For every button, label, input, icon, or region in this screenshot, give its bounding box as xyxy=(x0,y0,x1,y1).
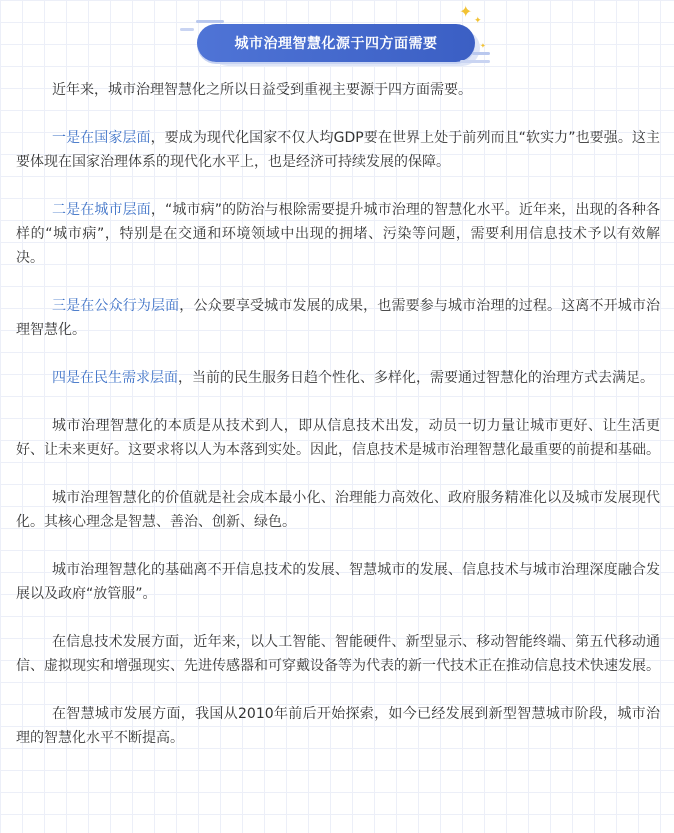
paragraph-text: 在信息技术发展方面，近年来，以人工智能、智能硬件、新型显示、移动智能终端、第五代移动通信、虚拟现实和增强现实、先进传感器和可穿戴设备等为代表的新一代技术正在推动信息技术快速发展。 xyxy=(16,634,660,674)
sparkle-icon: ✦ xyxy=(480,42,486,50)
sparkle-icon: ✦ xyxy=(459,2,473,21)
paragraph xyxy=(16,414,660,462)
paragraph-highlight: 一是在国家层面 xyxy=(52,130,151,146)
article-body xyxy=(16,78,660,750)
paragraph-text: 城市治理智慧化的本质是从技术到人，即从信息技术出发，动员一切力量让城市更好、让生活更好、让未来更好。这要求将以人为本落到实处。因此，信息技术是城市治理智慧化最重要的前提和基础。 xyxy=(16,418,660,458)
paragraph-highlight: 三是在公众行为层面 xyxy=(52,298,180,314)
decor-line xyxy=(180,28,194,31)
paragraph-highlight: 四是在民生需求层面 xyxy=(52,370,178,386)
paragraph-text: ，“城市病”的防治与根除需要提升城市治理的智慧化水平。近年来，出现的各种各样的“城市病”，特别是在交通和环境领域中出现的拥堵、污染等问题，需要利用信息技术予以有效解决。 xyxy=(16,202,661,266)
decor-line xyxy=(196,20,224,23)
paragraph-text: 在智慧城市发展方面，我国从2010年前后开始探索，如今已经发展到新型智慧城市阶段，城市治理的智慧化水平不断提高。 xyxy=(16,706,660,746)
paragraph xyxy=(16,294,660,342)
decor-line xyxy=(472,52,490,55)
paragraph xyxy=(16,558,660,606)
paragraph-text: ，要成为现代化国家不仅人均GDP要在世界上处于前列而且“软实力”也要强。这主要体现在国家治理体系的现代化水平上，也是经济可持续发展的保障。 xyxy=(16,130,661,170)
paragraph-highlight: 二是在城市层面 xyxy=(52,202,151,218)
paragraph xyxy=(16,486,660,534)
paragraph-text: ，公众要享受城市发展的成果，也需要参与城市治理的过程。这离不开城市治理智慧化。 xyxy=(16,298,661,338)
paragraph-text: 近年来，城市治理智慧化之所以日益受到重视主要源于四方面需要。 xyxy=(52,82,472,98)
paragraph xyxy=(16,126,660,174)
section-title: 城市治理智慧化源于四方面需要 xyxy=(197,24,475,62)
paragraph-text: 城市治理智慧化的基础离不开信息技术的发展、智慧城市的发展、信息技术与城市治理深度融合发展以及政府“放管服”。 xyxy=(16,562,660,602)
paragraph-text: ，当前的民生服务日趋个性化、多样化，需要通过智慧化的治理方式去满足。 xyxy=(178,370,654,386)
section-header xyxy=(0,0,674,70)
decor-line xyxy=(460,60,490,63)
paragraph xyxy=(16,78,660,102)
paragraph xyxy=(16,702,660,750)
sparkle-icon: ✦ xyxy=(474,16,482,26)
paragraph xyxy=(16,366,660,390)
paragraph xyxy=(16,198,660,270)
paragraph xyxy=(16,630,660,678)
paragraph-text: 城市治理智慧化的价值就是社会成本最小化、治理能力高效化、政府服务精准化以及城市发展现代化。其核心理念是智慧、善治、创新、绿色。 xyxy=(16,490,660,530)
